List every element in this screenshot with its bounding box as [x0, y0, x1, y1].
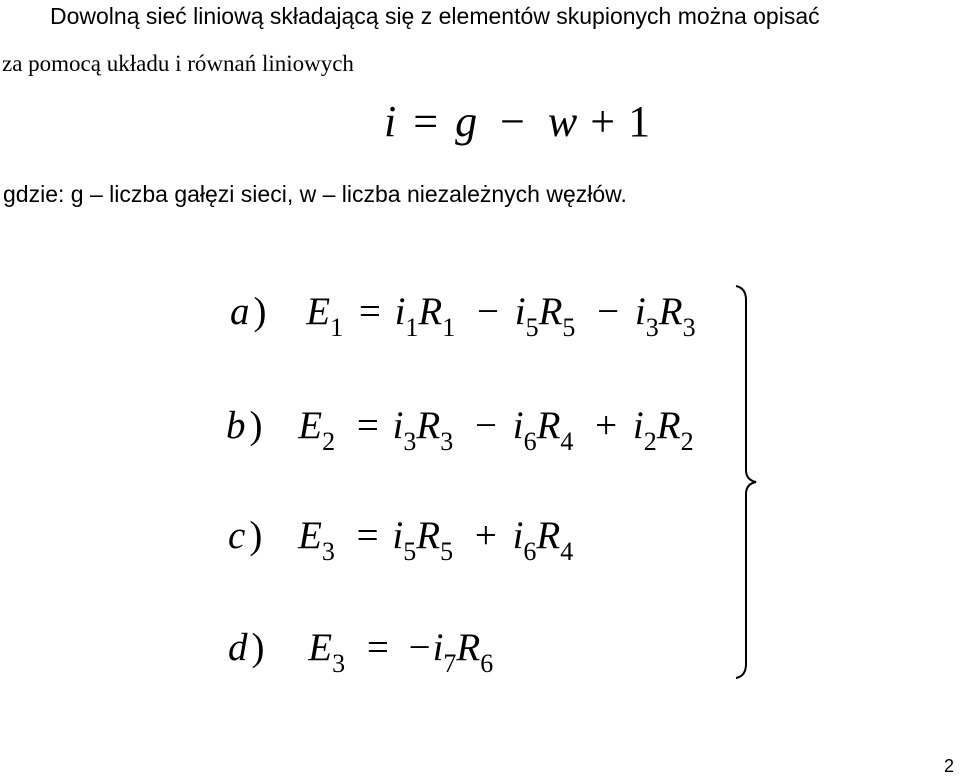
equation-row-a	[230, 290, 696, 342]
resistance-symbol: R	[656, 404, 681, 447]
lhs-symbol: E	[308, 626, 333, 669]
formula-minus: −	[500, 97, 525, 146]
row-label: d	[228, 626, 248, 669]
term-sign: −	[477, 290, 499, 333]
equals-sign: =	[358, 290, 381, 333]
current-symbol: i	[632, 404, 644, 447]
term-sign: −	[408, 626, 431, 669]
lhs-symbol: E	[298, 514, 322, 557]
resistance-subscript: 5	[562, 313, 576, 342]
equals-sign: =	[356, 514, 379, 557]
current-subscript: 3	[645, 313, 659, 342]
equation-row-d	[228, 626, 494, 678]
current-symbol: i	[514, 290, 526, 333]
current-symbol: i	[394, 290, 406, 333]
current-symbol: i	[634, 290, 646, 333]
equation-row-b	[226, 404, 694, 456]
term-sign: −	[597, 290, 620, 333]
resistance-symbol: R	[416, 514, 441, 557]
lhs-symbol: E	[306, 290, 331, 333]
current-subscript: 3	[403, 427, 417, 456]
resistance-subscript: 4	[560, 537, 574, 566]
row-paren: )	[249, 404, 263, 447]
current-symbol: i	[392, 404, 404, 447]
current-symbol: i	[512, 514, 524, 557]
resistance-subscript: 2	[680, 427, 694, 456]
lhs-subscript: 1	[330, 313, 344, 342]
row-paren: )	[251, 626, 265, 669]
current-symbol: i	[512, 404, 524, 447]
term-sign: −	[475, 404, 497, 447]
formula-w: w	[547, 97, 578, 146]
resistance-subscript: 3	[440, 427, 454, 456]
term-sign: +	[474, 514, 497, 557]
current-symbol: i	[392, 514, 404, 557]
formula-g: g	[455, 97, 478, 146]
resistance-symbol: R	[658, 290, 683, 333]
term-sign: +	[595, 404, 618, 447]
resistance-subscript: 6	[480, 649, 494, 678]
row-paren: )	[249, 514, 263, 557]
current-symbol: i	[432, 626, 444, 669]
intro-line-1: Dowolną sieć liniową składającą się z elementów skupionych można opisać	[50, 3, 820, 29]
current-subscript: 6	[523, 537, 537, 566]
equals-sign: =	[356, 404, 379, 447]
row-label: c	[228, 514, 246, 557]
formula-plus: +	[590, 97, 616, 146]
resistance-symbol: R	[418, 290, 443, 333]
right-brace	[732, 284, 762, 680]
page-number: 2	[944, 756, 955, 776]
lhs-subscript: 3	[321, 537, 335, 566]
resistance-subscript: 4	[560, 427, 574, 456]
resistance-subscript: 3	[682, 313, 696, 342]
resistance-subscript: 1	[442, 313, 456, 342]
current-subscript: 7	[443, 649, 457, 678]
lhs-subscript: 2	[322, 427, 336, 456]
resistance-symbol: R	[536, 514, 561, 557]
resistance-symbol: R	[456, 626, 481, 669]
current-subscript: 5	[525, 313, 539, 342]
resistance-symbol: R	[416, 404, 441, 447]
equation-row-c	[228, 514, 574, 566]
row-label: b	[226, 404, 246, 447]
equals-sign: =	[366, 626, 389, 669]
current-subscript: 1	[405, 313, 419, 342]
where-line: gdzie: g – liczba gałęzi sieci, w – liczba niezależnych węzłów.	[3, 181, 627, 207]
resistance-subscript: 5	[440, 537, 454, 566]
current-subscript: 2	[643, 427, 657, 456]
row-label: a	[230, 290, 250, 333]
formula-i: i	[384, 97, 397, 146]
row-paren: )	[253, 290, 267, 333]
formula-one: 1	[628, 97, 651, 146]
current-subscript: 6	[523, 427, 537, 456]
formula	[384, 98, 650, 146]
intro-line-2: za pomocą układu i równań liniowych	[2, 51, 354, 76]
resistance-symbol: R	[538, 290, 563, 333]
formula-equals: =	[413, 97, 439, 146]
lhs-symbol: E	[298, 404, 323, 447]
resistance-symbol: R	[536, 404, 561, 447]
lhs-subscript: 3	[332, 649, 346, 678]
current-subscript: 5	[403, 537, 417, 566]
